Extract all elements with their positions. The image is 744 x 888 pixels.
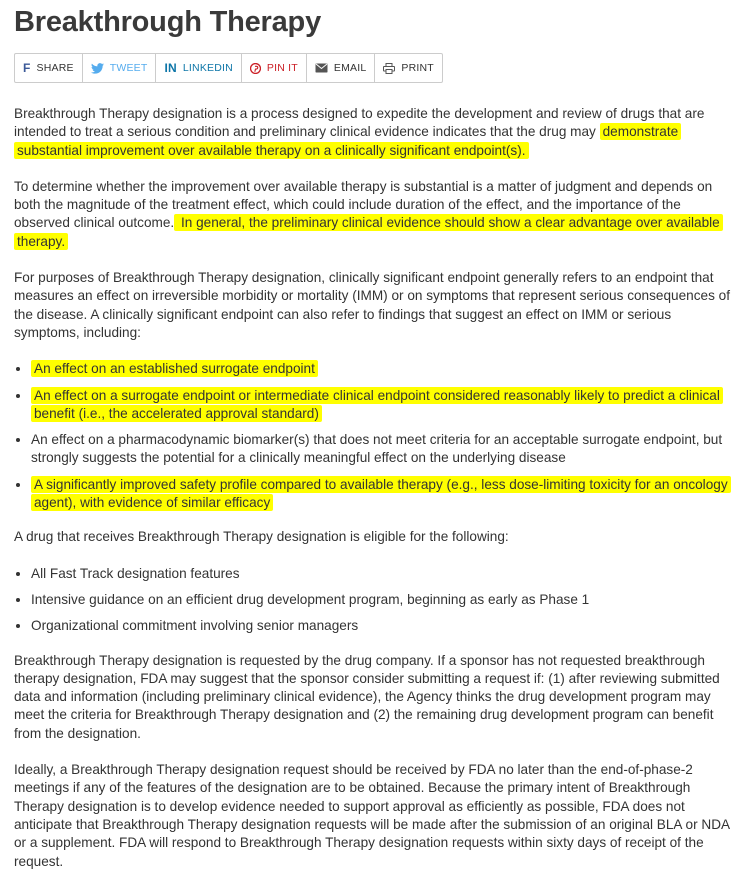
- list-item-text: An effect on a pharmacodynamic biomarker(s) that does not meet criteria for an acceptable surrogate endpoint, but strongly suggests the potential for a clinically meaningful effect on the underlying disease: [31, 432, 723, 466]
- highlighted-text: In general, the preliminary clinical evidence should show a clear advantage over available therapy.: [14, 214, 723, 249]
- pinterest-icon: [250, 63, 261, 74]
- article-body: [14, 105, 730, 871]
- highlighted-text: A significantly improved safety profile compared to available therapy (e.g., less dose-limiting toxicity for an oncology agent), with evidence of similar efficacy: [31, 476, 731, 511]
- print-button[interactable]: [375, 54, 442, 82]
- paragraph-text: Breakthrough Therapy designation is a process designed to expedite the development and review of drugs that are intended to treat a serious condition and preliminary clinical evidence indicates that the drug may: [14, 106, 705, 140]
- envelope-icon: [315, 63, 328, 73]
- linkedin-label: LINKEDIN: [182, 62, 233, 74]
- email-label: EMAIL: [333, 62, 367, 74]
- endpoint-list: [14, 360, 730, 512]
- list-item: • Organizational commitment involving senior managers: [31, 617, 730, 635]
- twitter-icon: [91, 63, 104, 74]
- pin-it-button[interactable]: [242, 54, 307, 82]
- facebook-icon: F: [23, 61, 31, 75]
- share-toolbar: [14, 53, 443, 83]
- highlighted-text: An effect on an established surrogate endpoint: [31, 360, 318, 377]
- paragraph-request: Breakthrough Therapy designation is requested by the drug company. If a sponsor has not requested breakthrough therapy designation, FDA may suggest that the sponsor consider submitting a request if: (1) after reviewing submitted data and information (including preliminary clinical evidence), the Agency thinks the drug development program may meet the criteria for Breakthrough Therapy designation and (2) the remaining drug development program can benefit from the designation.: [14, 652, 720, 741]
- share-label: SHARE: [36, 62, 74, 74]
- paragraph-intro: [14, 105, 730, 160]
- linkedin-icon: IN: [164, 61, 177, 75]
- tweet-button[interactable]: [83, 54, 157, 82]
- highlighted-text: demonstrate substantial improvement over available therapy on a clinically significant endpoint(s).: [14, 123, 681, 158]
- list-item: [31, 476, 730, 513]
- page-title: Breakthrough Therapy: [14, 6, 321, 38]
- list-item: [31, 387, 730, 424]
- printer-icon: [383, 63, 395, 74]
- share-linkedin-button[interactable]: [156, 54, 241, 82]
- highlighted-text: An effect on a surrogate endpoint or intermediate clinical endpoint considered reasonably likely to predict a clinical benefit (i.e., the accelerated approval standard): [31, 387, 723, 422]
- list-item: [31, 431, 730, 468]
- tweet-label: TWEET: [109, 62, 148, 74]
- pin-it-label: PIN IT: [266, 62, 298, 74]
- paragraph-improvement: [14, 178, 730, 251]
- email-button[interactable]: [307, 54, 376, 82]
- list-item: • All Fast Track designation features: [31, 565, 730, 583]
- list-item: • Intensive guidance on an efficient drug development program, beginning as early as Phase 1: [31, 591, 730, 609]
- share-facebook-button[interactable]: [15, 54, 83, 82]
- eligibility-list: [14, 565, 730, 636]
- paragraph-text: To determine whether the improvement over available therapy is substantial is a matter of judgment and depends on both the magnitude of the treatment effect, which could include duration of the effect, and the importance of the observed clinical outcome.: [14, 178, 713, 231]
- paragraph-eligibility: A drug that receives Breakthrough Therapy designation is eligible for the following:: [14, 529, 509, 545]
- list-item: [31, 360, 730, 378]
- paragraph-timing: Ideally, a Breakthrough Therapy designation request should be received by FDA no later than the end-of-phase-2 meetings if any of the features of the designation are to be obtained. Because the primary intent of Breakthrough Therapy designation is to develop evidence needed to support approval as efficiently as possible, FDA does not anticipate that Breakthrough Therapy designation requests will be made after the submission of an original BLA or NDA or a supplement. FDA will respond to Breakthrough Therapy designation requests within sixty days of receipt of the request.: [14, 762, 730, 869]
- paragraph-endpoint: For purposes of Breakthrough Therapy designation, clinically significant endpoint generally refers to an endpoint that measures an effect on irreversible morbidity or mortality (IMM) or on symptoms that represent serious consequences of the disease. A clinically significant endpoint can also refer to findings that suggest an effect on IMM or serious symptoms, including:: [14, 270, 730, 340]
- print-label: PRINT: [401, 62, 434, 74]
